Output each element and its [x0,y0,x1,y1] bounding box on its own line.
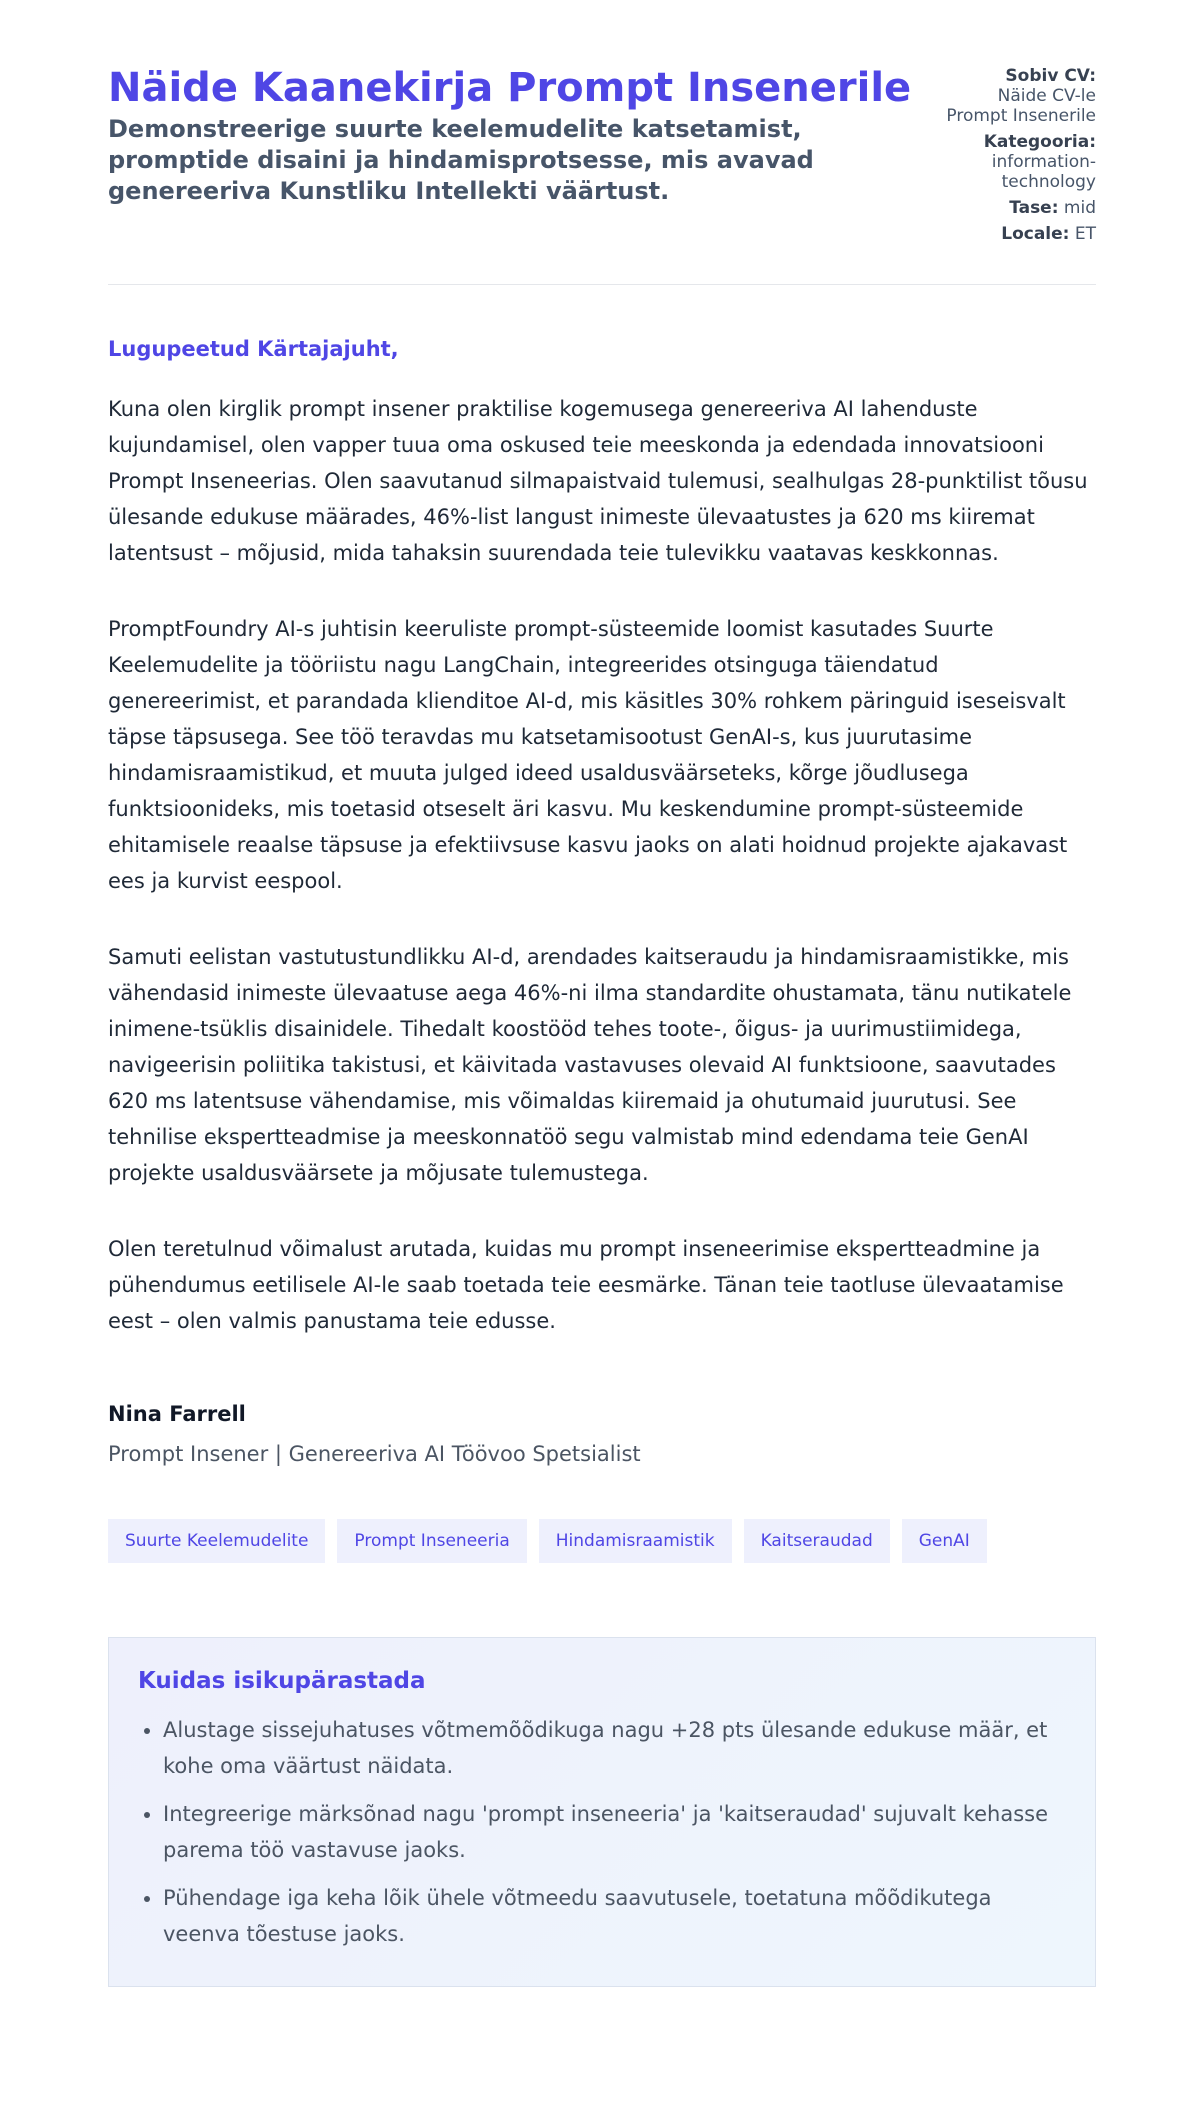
tip-item-2: • Integreerige märksõnad nagu 'prompt inseneeria' ja 'kaitseraudad' sujuvalt kehasse parema töö vastavuse jaoks. [163,1796,1066,1868]
letter-paragraph-1: Kuna olen kirglik prompt insener praktilise kogemusega genereeriva AI lahenduste kujundamisel, olen vapper tuua oma oskused teie meeskonda ja edendada innovatsiooni Prompt Inseneerias. Olen saavutanud silmapaistvaid tulemusi, sealhulgas 28-punktilist tõusu ülesande edukuse määrades, 46%-list langust inimeste ülevaatustes ja 620 ms kiiremat latentsust – mõjusid, mida tahaksin suurendada teie tulevikku vaatavas keskkonnas. [108,397,1088,565]
meta-level-label: Tase: [1009,198,1059,218]
tip-item-1: • Alustage sissejuhatuses võtmemõõdikuga nagu +28 pts ülesande edukuse määr, et kohe oma väärtust näidata. [163,1712,1066,1784]
signature-title: Prompt Insener | Genereeriva AI Töövoo Spetsialist [108,1442,641,1466]
meta-locale-value: ET [1074,224,1096,244]
title-block [108,62,912,207]
meta-level-value: mid [1063,198,1096,218]
personalization-tips-box [108,1637,1096,1987]
meta-category-label: Kategooria: [983,132,1096,152]
meta-locale-label: Locale: [1001,224,1070,244]
tag-suurte-keelemudelite: Suurte Keelemudelite [108,1519,325,1563]
tag-prompt-inseneeria: Prompt Inseneeria [337,1519,526,1563]
meta-cv [946,66,1096,126]
meta-panel [946,62,1096,250]
signature-name: Nina Farrell [108,1402,246,1426]
header [108,62,1096,285]
tips-title: Kuidas isikupärastada [138,1668,426,1694]
letter-paragraph-4: Olen teretulnud võimalust arutada, kuidas mu prompt inseneerimise ekspertteadmine ja pühendumus eetilisele AI-le saab toetada teie eesmärke. Tänan teie taotluse ülevaatamise eest – olen valmis panustama teie edusse. [108,1237,1064,1333]
tips-list [138,1712,1066,1952]
page-subtitle: Demonstreerige suurte keelemudelite katsetamist, promptide disaini ja hindamisprotsesse, mis avavad genereeriva Kunstliku Intellekti väärtust. [108,115,814,205]
letter-paragraph-2: PromptFoundry AI-s juhtisin keeruliste prompt-süsteemide loomist kasutades Suurte Keelemudelite ja tööriistu nagu LangChain, integreerides otsinguga täiendatud genereerimist, et parandada klienditoe AI-d, mis käsitles 30% rohkem päringuid iseseisvalt täpse täpsusega. See töö teravdas mu katsetamisootust GenAI-s, kus juurutasime hindamisraamistikud, et muuta julged ideed usaldusväärseteks, kõrge jõudlusega funktsioonideks, mis toetasid otseselt äri kasvu. Mu keskendumine prompt-süsteemide ehitamisele reaalse täpsuse ja efektiivsuse kasvu jaoks on alati hoidnud projekte ajakavast ees ja kurvist eespool. [108,617,1068,893]
page-title: Näide Kaanekirja Prompt Insenerile [108,65,912,111]
tag-kaitseraudad: Kaitseraudad [744,1519,890,1563]
meta-cv-label: Sobiv CV: [1005,66,1096,86]
meta-locale [946,224,1096,244]
letter-body [108,391,1096,1339]
meta-cv-value: Näide CV-le Prompt Insenerile [946,86,1096,126]
meta-category-value: information-technology [991,152,1096,192]
meta-category [946,132,1096,192]
tip-item-3: • Pühendage iga keha lõik ühele võtmeedu saavutusele, toetatuna mõõdikutega veenva tõestuse jaoks. [163,1880,1066,1952]
meta-level [946,198,1096,218]
letter-paragraph-3: Samuti eelistan vastutustundlikku AI-d, arendades kaitseraudu ja hindamisraamistikke, mis vähendasid inimeste ülevaatuse aega 46%-ni ilma standardite ohustamata, tänu nutikatele inimene-tsüklis disainidele. Tihedalt koostööd tehes toote-, õigus- ja uurimustiimidega, navigeerisin poliitika takistusi, et käivitada vastavuses olevaid AI funktsioone, saavutades 620 ms latentsuse vähendamise, mis võimaldas kiiremaid ja ohutumaid juurutusi. See tehnilise ekspertteadmise ja meeskonnatöö segu valmistab mind edendama teie GenAI projekte usaldusväärsete ja mõjusate tulemustega. [108,945,1072,1185]
signature [108,1399,1096,1469]
cover-letter-page [108,62,1096,1987]
keyword-tags [108,1519,1096,1563]
tag-hindamisraamistik: Hindamisraamistik [539,1519,732,1563]
tag-genai: GenAI [902,1519,987,1563]
letter-greeting: Lugupeetud Kärtajajuht, [108,337,399,361]
